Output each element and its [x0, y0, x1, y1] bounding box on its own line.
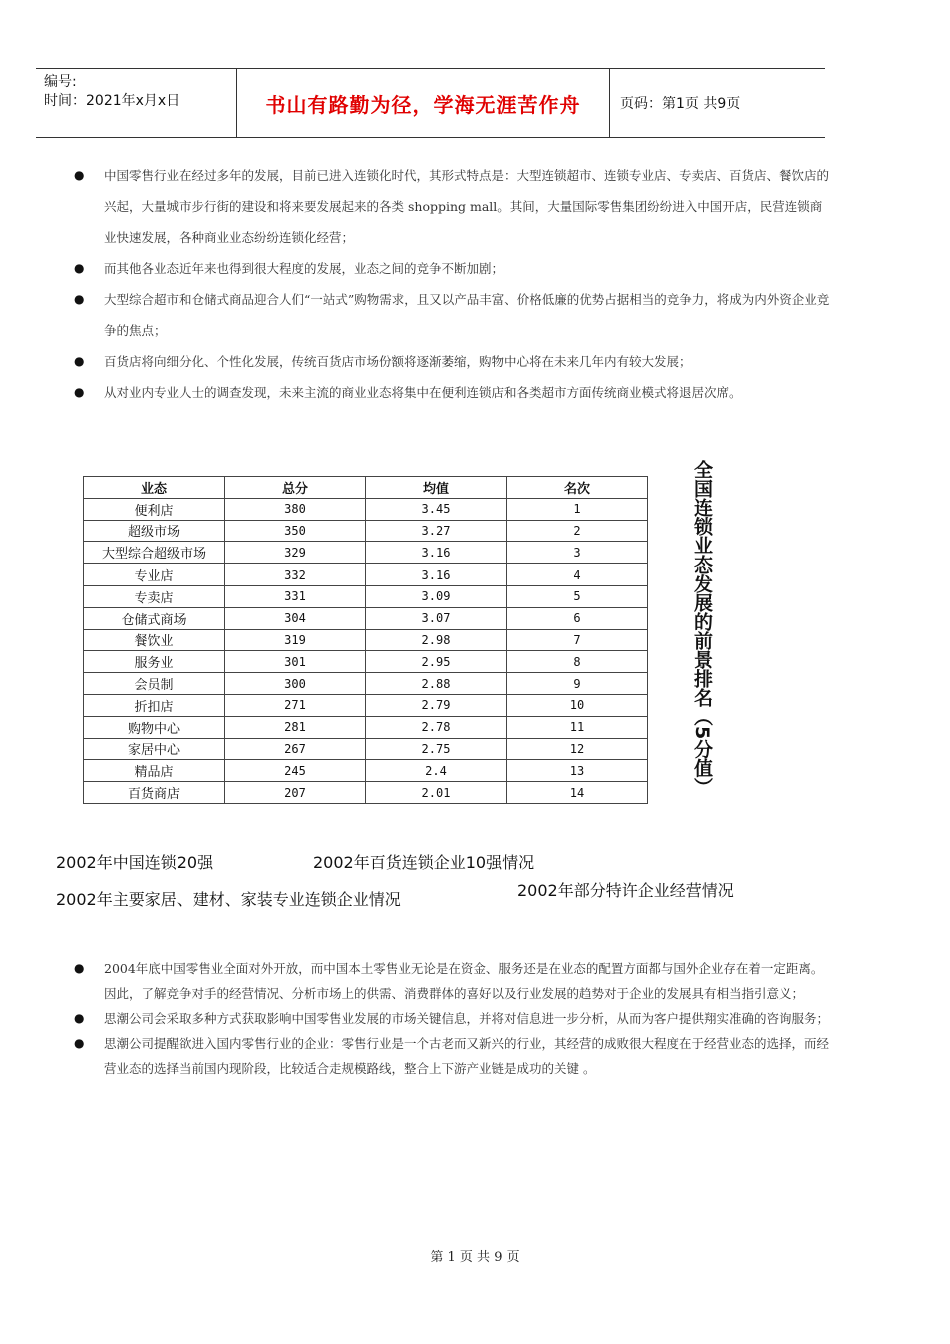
table-header-row — [84, 477, 648, 499]
table-cell: 百货商店 — [84, 782, 225, 804]
table-row — [84, 520, 648, 542]
table-row — [84, 498, 648, 520]
ranking-table — [83, 476, 648, 804]
table-cell: 3 — [507, 542, 648, 564]
table-cell: 大型综合超级市场 — [84, 542, 225, 564]
table-cell: 3.45 — [366, 498, 507, 520]
table-cell: 245 — [225, 760, 366, 782]
table-cell: 301 — [225, 651, 366, 673]
list-item — [70, 377, 830, 408]
table-cell: 304 — [225, 607, 366, 629]
table-cell: 8 — [507, 651, 648, 673]
table-row — [84, 760, 648, 782]
table-cell: 207 — [225, 782, 366, 804]
table-cell: 350 — [225, 520, 366, 542]
table-cell: 仓储式商场 — [84, 607, 225, 629]
list-item-text: 百货店将向细分化、个性化发展，传统百货店市场份额将逐渐萎缩，购物中心将在未来几年内有较大发展； — [104, 354, 692, 369]
page-footer: 第 1 页 共 9 页 — [430, 1250, 520, 1265]
list-item — [70, 160, 830, 253]
list-item — [70, 253, 830, 284]
list-item-text: 大型综合超市和仓储式商品迎合人们“一站式”购物需求，且又以产品丰富、价格低廉的优势占据相当的竞争力，将成为内外资企业竞争的焦点； — [104, 292, 830, 338]
table-cell: 3.27 — [366, 520, 507, 542]
table-cell: 2.79 — [366, 694, 507, 716]
list-item-text: 思潮公司会采取多种方式获取影响中国零售业发展的市场关键信息，并将对信息进一步分析，从而为客户提供翔实准确的咨询服务； — [104, 1011, 830, 1026]
bullet-icon: ● — [74, 354, 85, 368]
list-item-text: 思潮公司提醒欲进入国内零售行业的企业：零售行业是一个古老而又新兴的行业，其经营的成败很大程度在于经营业态的选择，而经营业态的选择当前国内现阶段，比较适合走规模路线，整合上下游产业链是成功的关键 。 — [104, 1036, 830, 1076]
bullet-icon: ● — [74, 385, 85, 399]
header-page-number: 页码：第1页 共9页 — [620, 96, 741, 112]
table-cell: 281 — [225, 716, 366, 738]
table-cell: 超级市场 — [84, 520, 225, 542]
bullet-icon: ● — [74, 1011, 85, 1025]
table-cell: 300 — [225, 673, 366, 695]
table-cell: 家居中心 — [84, 738, 225, 760]
list-item-text: 而其他各业态近年来也得到很大程度的发展，业态之间的竞争不断加剧； — [104, 261, 505, 276]
table-cell: 专卖店 — [84, 585, 225, 607]
table-cell: 购物中心 — [84, 716, 225, 738]
header-divider — [609, 69, 610, 137]
ranking-table-body — [84, 498, 648, 803]
table-cell: 14 — [507, 782, 648, 804]
caption-china-chain-top20: 2002年中国连锁20强 — [56, 853, 214, 872]
caption-franchise-operations: 2002年部分特许企业经营情况 — [517, 881, 734, 900]
table-row — [84, 585, 648, 607]
table-cell: 专业店 — [84, 564, 225, 586]
table-cell: 2.78 — [366, 716, 507, 738]
header-divider — [236, 69, 237, 137]
table-cell: 2.75 — [366, 738, 507, 760]
list-item — [70, 346, 830, 377]
table-cell: 271 — [225, 694, 366, 716]
list-item — [70, 284, 830, 346]
table-row — [84, 564, 648, 586]
list-item-text: 中国零售行业在经过多年的发展，目前已进入连锁化时代，其形式特点是：大型连锁超市、连锁专业店、专卖店、百货店、餐饮店的兴起，大量城市步行街的建设和将来要发展起来的各类 shopping mall。其间，大量国际零售集团纷纷进入中国开店，民营连锁商业快速发展，各种商业业态纷纷连锁化经营； — [104, 168, 830, 245]
table-cell: 3.07 — [366, 607, 507, 629]
table-cell: 12 — [507, 738, 648, 760]
table-cell: 5 — [507, 585, 648, 607]
table-cell: 便利店 — [84, 498, 225, 520]
table-row — [84, 629, 648, 651]
table-cell: 10 — [507, 694, 648, 716]
table-cell: 2.4 — [366, 760, 507, 782]
header-meta — [44, 73, 180, 111]
table-cell: 3.16 — [366, 564, 507, 586]
list-item-text: 从对业内专业人士的调查发现，未来主流的商业业态将集中在便利连锁店和各类超市方面传统商业模式将退居次席。 — [104, 385, 742, 400]
table-row — [84, 542, 648, 564]
table-row — [84, 782, 648, 804]
bullet-icon: ● — [74, 961, 85, 975]
list-item — [70, 956, 830, 1006]
table-cell: 服务业 — [84, 651, 225, 673]
table-row — [84, 694, 648, 716]
column-header: 均值 — [366, 477, 507, 499]
column-header: 总分 — [225, 477, 366, 499]
table-cell: 2.95 — [366, 651, 507, 673]
table-cell: 9 — [507, 673, 648, 695]
time-label: 时间：2021年x月x日 — [44, 93, 181, 109]
bullet-icon: ● — [74, 168, 85, 182]
table-cell: 餐饮业 — [84, 629, 225, 651]
column-header: 名次 — [507, 477, 648, 499]
table-cell: 332 — [225, 564, 366, 586]
table-cell: 319 — [225, 629, 366, 651]
table-cell: 会员制 — [84, 673, 225, 695]
list-item-text: 2004年底中国零售业全面对外开放，而中国本土零售业无论是在资金、服务还是在业态的配置方面都与国外企业存在着一定距离。因此，了解竞争对手的经营情况、分析市场上的供需、消费群体的喜好以及行业发展的趋势对于企业的发展具有相当指引意义； — [104, 961, 824, 1001]
closing-bullet-list — [70, 956, 830, 1081]
table-cell: 折扣店 — [84, 694, 225, 716]
list-item — [70, 1006, 830, 1031]
table-row — [84, 607, 648, 629]
table-cell: 380 — [225, 498, 366, 520]
table-row — [84, 673, 648, 695]
list-item — [70, 1031, 830, 1081]
table-row — [84, 651, 648, 673]
table-cell: 267 — [225, 738, 366, 760]
table-cell: 1 — [507, 498, 648, 520]
number-label: 编号: — [44, 74, 77, 90]
table-cell: 3.16 — [366, 542, 507, 564]
column-header: 业态 — [84, 477, 225, 499]
table-cell: 2.98 — [366, 629, 507, 651]
table-cell: 2.01 — [366, 782, 507, 804]
table-cell: 7 — [507, 629, 648, 651]
table-cell: 4 — [507, 564, 648, 586]
table-cell: 精品店 — [84, 760, 225, 782]
bullet-icon: ● — [74, 261, 85, 275]
intro-bullet-list — [70, 160, 830, 408]
caption-department-store-top10: 2002年百货连锁企业10强情况 — [313, 853, 535, 872]
table-cell: 329 — [225, 542, 366, 564]
table-cell: 2 — [507, 520, 648, 542]
table-cell: 13 — [507, 760, 648, 782]
header-motto: 书山有路勤为径，学海无涯苦作舟 — [265, 93, 581, 117]
table-row — [84, 738, 648, 760]
table-cell: 6 — [507, 607, 648, 629]
table-cell: 3.09 — [366, 585, 507, 607]
bullet-icon: ● — [74, 1036, 85, 1050]
table-cell: 11 — [507, 716, 648, 738]
table-row — [84, 716, 648, 738]
page-header — [36, 68, 825, 138]
table-cell: 331 — [225, 585, 366, 607]
ranking-table-title: 全国连锁业态发展的前景排名（5分值） — [691, 460, 713, 797]
bullet-icon: ● — [74, 292, 85, 306]
caption-home-building-chains: 2002年主要家居、建材、家装专业连锁企业情况 — [56, 890, 401, 909]
table-cell: 2.88 — [366, 673, 507, 695]
